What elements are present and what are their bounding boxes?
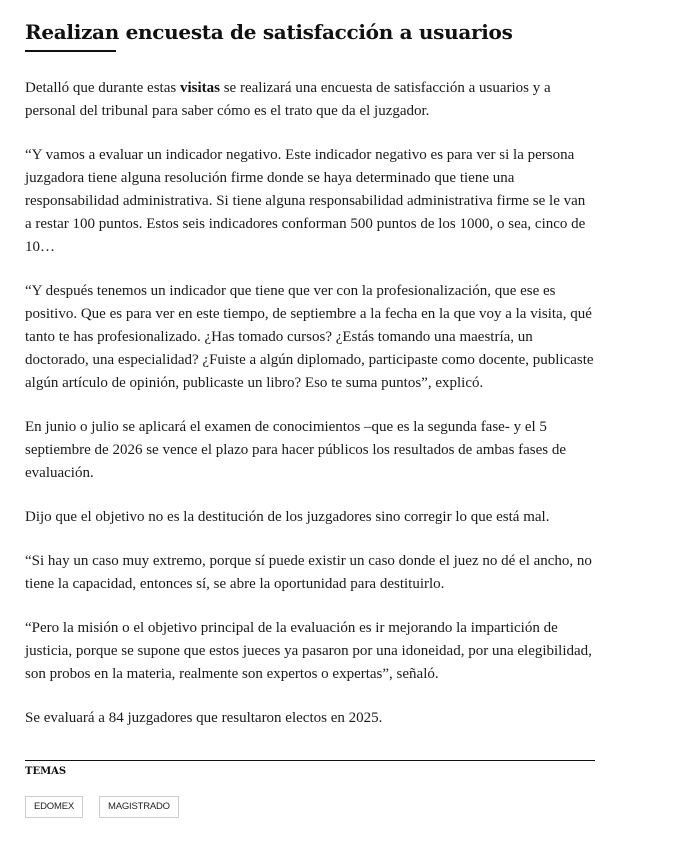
article-paragraph: “Pero la misión o el objetivo principal de la evaluación es ir mejorando la impartición de justicia, porque se supone que estos jueces ya pasaron por una idoneidad, por una elegibilidad, son probos en la materia, realmente son expertos o expertas”, señaló. (25, 620, 592, 682)
topics-divider (25, 760, 595, 761)
tag-edomex[interactable]: EDOMEX (25, 796, 83, 818)
tag-magistrado[interactable]: MAGISTRADO (99, 796, 179, 818)
article-paragraph: “Si hay un caso muy extremo, porque sí puede existir un caso donde el juez no dé el ancho, no tiene la capacidad, entonces sí, se abre la oportunidad para destituirlo. (25, 553, 592, 592)
topics-heading: TEMAS (25, 766, 67, 777)
bold-keyword: visitas (179, 80, 220, 96)
article-title: Realizan encuesta de satisfacción a usuarios (25, 20, 513, 44)
article-paragraph: “Y vamos a evaluar un indicador negativo. Este indicador negativo es para ver si la persona juzgadora tiene alguna resolución firme donde se haya determinado que tiene una responsabilidad administrativa. Si tiene alguna responsabilidad administrativa firme se le van a restar 100 puntos. Estos seis indicadores conforman 500 puntos de los 1000, o sea, cinco de 10… (25, 147, 586, 255)
paragraph-text-after: se realizará una encuesta de satisfacción a usuarios y a personal del tribunal para saber cómo es el trato que da el juzgador. (25, 80, 551, 119)
article-paragraph (25, 77, 595, 123)
article (25, 0, 595, 818)
topic-tags (25, 796, 595, 818)
article-paragraph: “Y después tenemos un indicador que tiene que ver con la profesionalización, que ese es positivo. Que es para ver en este tiempo, de septiembre a la fecha en la que voy a la visita, qué tanto te has profesionalizado. ¿Has tomado cursos? ¿Estás tomando una maestría, un doctorado, una especialidad? ¿Fuiste a algún diplomado, participaste como docente, publicaste algún artículo de opinión, publicaste un libro? Eso te suma puntos”, explicó. (25, 283, 594, 391)
article-paragraph: Se evaluará a 84 juzgadores que resultaron electos en 2025. (25, 710, 383, 726)
title-underline (25, 50, 116, 52)
paragraph-text-before: Detalló que durante estas (25, 80, 180, 96)
article-paragraph: En junio o julio se aplicará el examen de conocimientos –que es la segunda fase- y el 5 septiembre de 2026 se vence el plazo para hacer públicos los resultados de ambas fases de evaluación. (25, 419, 567, 481)
article-paragraph: Dijo que el objetivo no es la destitución de los juzgadores sino corregir lo que está mal. (25, 509, 550, 525)
